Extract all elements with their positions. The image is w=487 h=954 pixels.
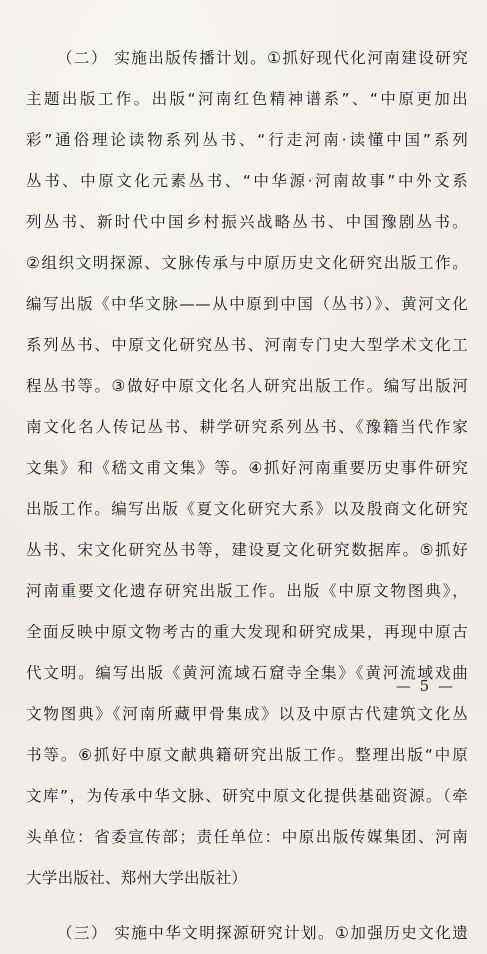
section-2-line-20: 头单位：省委宣传部；责任单位：中原出版传媒集团、河南 <box>26 828 468 846</box>
section-2-line-19: 文库”，为传承中华文脉、研究中原文化提供基础资源。（牵 <box>26 787 468 805</box>
body-text <box>26 38 468 954</box>
section-2-line-14: 河南重要文化遗存研究出版工作。出版《中原文物图典》， <box>26 582 468 600</box>
section-3-heading-line: （三） 实施中华文明探源研究计划。①加强历史文化遗 <box>57 924 468 942</box>
section-2-line-7: 编写出版《中华文脉——从中原到中国（丛书）》、黄河文化 <box>26 295 468 313</box>
section-2-line-4: 丛书、中原文化元素丛书、“中华源·河南故事”中外文系 <box>26 172 468 190</box>
section-2-line-12: 出版工作。编写出版《夏文化研究大系》以及殷商文化研究 <box>26 500 468 518</box>
section-2-line-6: ②组织文明探源、文脉传承与中原历史文化研究出版工作。 <box>26 254 468 272</box>
section-2-line-11: 文集》和《嵇文甫文集》等。④抓好河南重要历史事件研究 <box>26 459 468 477</box>
section-2-line-17: 文物图典》《河南所藏甲骨集成》以及中原古代建筑文化丛 <box>26 705 468 723</box>
section-2-line-5: 列丛书、新时代中国乡村振兴战略丛书、中国豫剧丛书。 <box>26 213 468 231</box>
section-2-line-1: （二） 实施出版传播计划。①抓好现代化河南建设研究 <box>57 49 468 67</box>
section-2-line-8: 系列丛书、中原文化研究丛书、河南专门史大型学术文化工 <box>26 336 468 354</box>
section-2-line-15: 全面反映中原文物考古的重大发现和研究成果，再现中原古 <box>26 623 468 641</box>
paragraph-gap <box>26 899 468 913</box>
section-2-line-18: 书等。⑥抓好中原文献典籍研究出版工作。整理出版“中原 <box>26 746 468 764</box>
section-2-line-3: 彩”通俗理论读物系列丛书、“行走河南·读懂中国”系列 <box>26 131 468 149</box>
section-2-line-10: 南文化名人传记丛书、耕学研究系列丛书、《豫籍当代作家 <box>26 418 468 436</box>
section-2-line-9: 程丛书等。③做好中原文化名人研究出版工作。编写出版河 <box>26 377 468 395</box>
page-number: — 5 — <box>395 677 455 695</box>
section-2-line-16: 代文明。编写出版《黄河流域石窟寺全集》《黄河流域戏曲 <box>26 664 468 682</box>
section-2-line-21: 大学出版社、郑州大学出版社） <box>26 869 248 887</box>
section-2-line-13: 丛书、宋文化研究丛书等，建设夏文化研究数据库。⑤抓好 <box>26 541 468 559</box>
section-2-line-2: 主题出版工作。出版“河南红色精神谱系”、“中原更加出 <box>26 90 468 108</box>
